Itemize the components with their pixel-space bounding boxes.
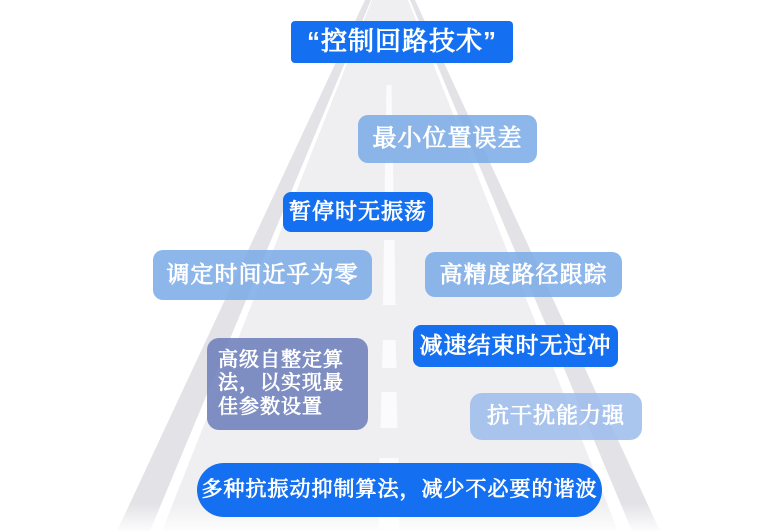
label-min-position-error — [358, 115, 537, 163]
label-text: 抗干扰能力强 — [486, 403, 625, 429]
label-vibration-suppression — [197, 463, 602, 517]
label-text: 调定时间近乎为零 — [166, 261, 359, 288]
title-text: “控制回路技术” — [306, 26, 497, 57]
label-anti-interference — [470, 393, 642, 440]
label-text: 减速结束时无过冲 — [419, 332, 612, 359]
label-path-tracking — [425, 252, 622, 297]
label-auto-tuning — [207, 338, 368, 430]
label-text: 高级自整定算法，以实现最佳参数设置 — [218, 348, 344, 418]
label-text: 高精度路径跟踪 — [439, 260, 608, 287]
label-no-overshoot — [413, 325, 618, 367]
label-no-oscillation-on-pause — [283, 192, 433, 232]
label-text: 暂停时无振荡 — [288, 198, 427, 224]
label-settling-time-zero — [153, 250, 372, 300]
label-text: 最小位置误差 — [372, 124, 523, 152]
label-text: 多种抗振动抑制算法，减少不必要的谐波 — [201, 478, 598, 502]
title-banner — [291, 21, 513, 63]
